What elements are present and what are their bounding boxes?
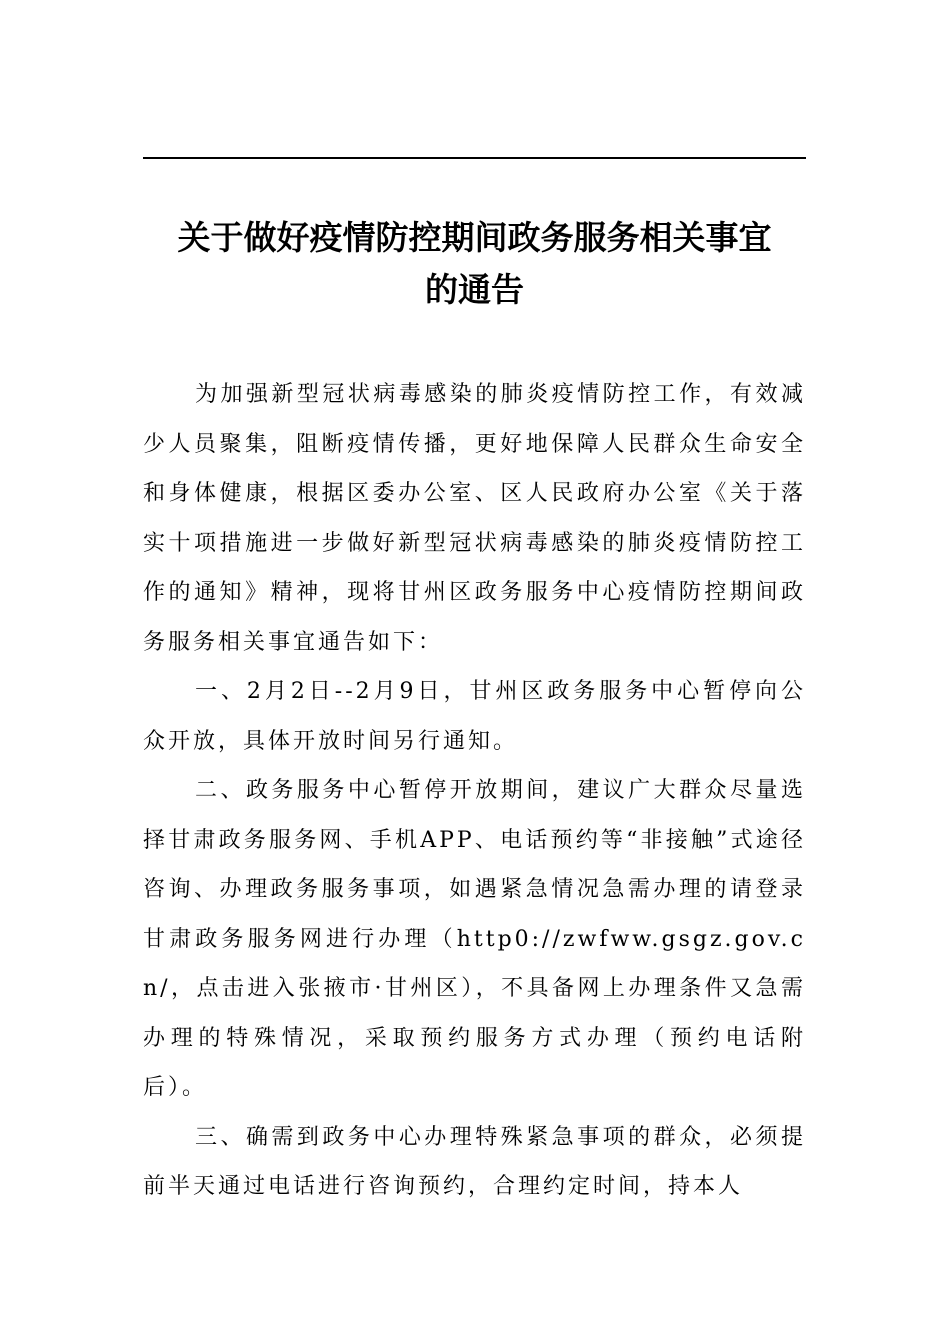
title-line-1: 关于做好疫情防控期间政务服务相关事宜 bbox=[177, 218, 772, 257]
paragraph-item-2: 二、政务服务中心暂停开放期间，建议广大群众尽量选择甘肃政务服务网、手机APP、电话预约等“非接触”式途径咨询、办理政务服务事项，如遇紧急情况急需办理的请登录甘肃政务服务网进行办理（http0://zwfww.gsgz.gov.cn/，点击进入张掖市·甘州区），不具备网上办理条件又急需办理的特殊情况，采取预约服务方式办理（预约电话附后）。 bbox=[143, 778, 806, 1100]
paragraph-intro: 为加强新型冠状病毒感染的肺炎疫情防控工作，有效减少人员聚集，阻断疫情传播，更好地保障人民群众生命安全和身体健康，根据区委办公室、区人民政府办公室《关于落实十项措施进一步做好新型冠状病毒感染的肺炎疫情防控工作的通知》精神，现将甘州区政务服务中心疫情防控期间政务服务相关事宜通告如下： bbox=[143, 382, 806, 655]
title-line-2: 的通告 bbox=[425, 270, 524, 309]
header-rule bbox=[143, 157, 806, 159]
document-body bbox=[143, 370, 806, 1212]
paragraph-item-3: 三、确需到政务中心办理特殊紧急事项的群众，必须提前半天通过电话进行咨询预约，合理约定时间，持本人 bbox=[143, 1124, 806, 1199]
paragraph-item-1: 一、2月2日--2月9日，甘州区政务服务中心暂停向公众开放，具体开放时间另行通知。 bbox=[143, 679, 806, 754]
page-title bbox=[143, 212, 806, 316]
